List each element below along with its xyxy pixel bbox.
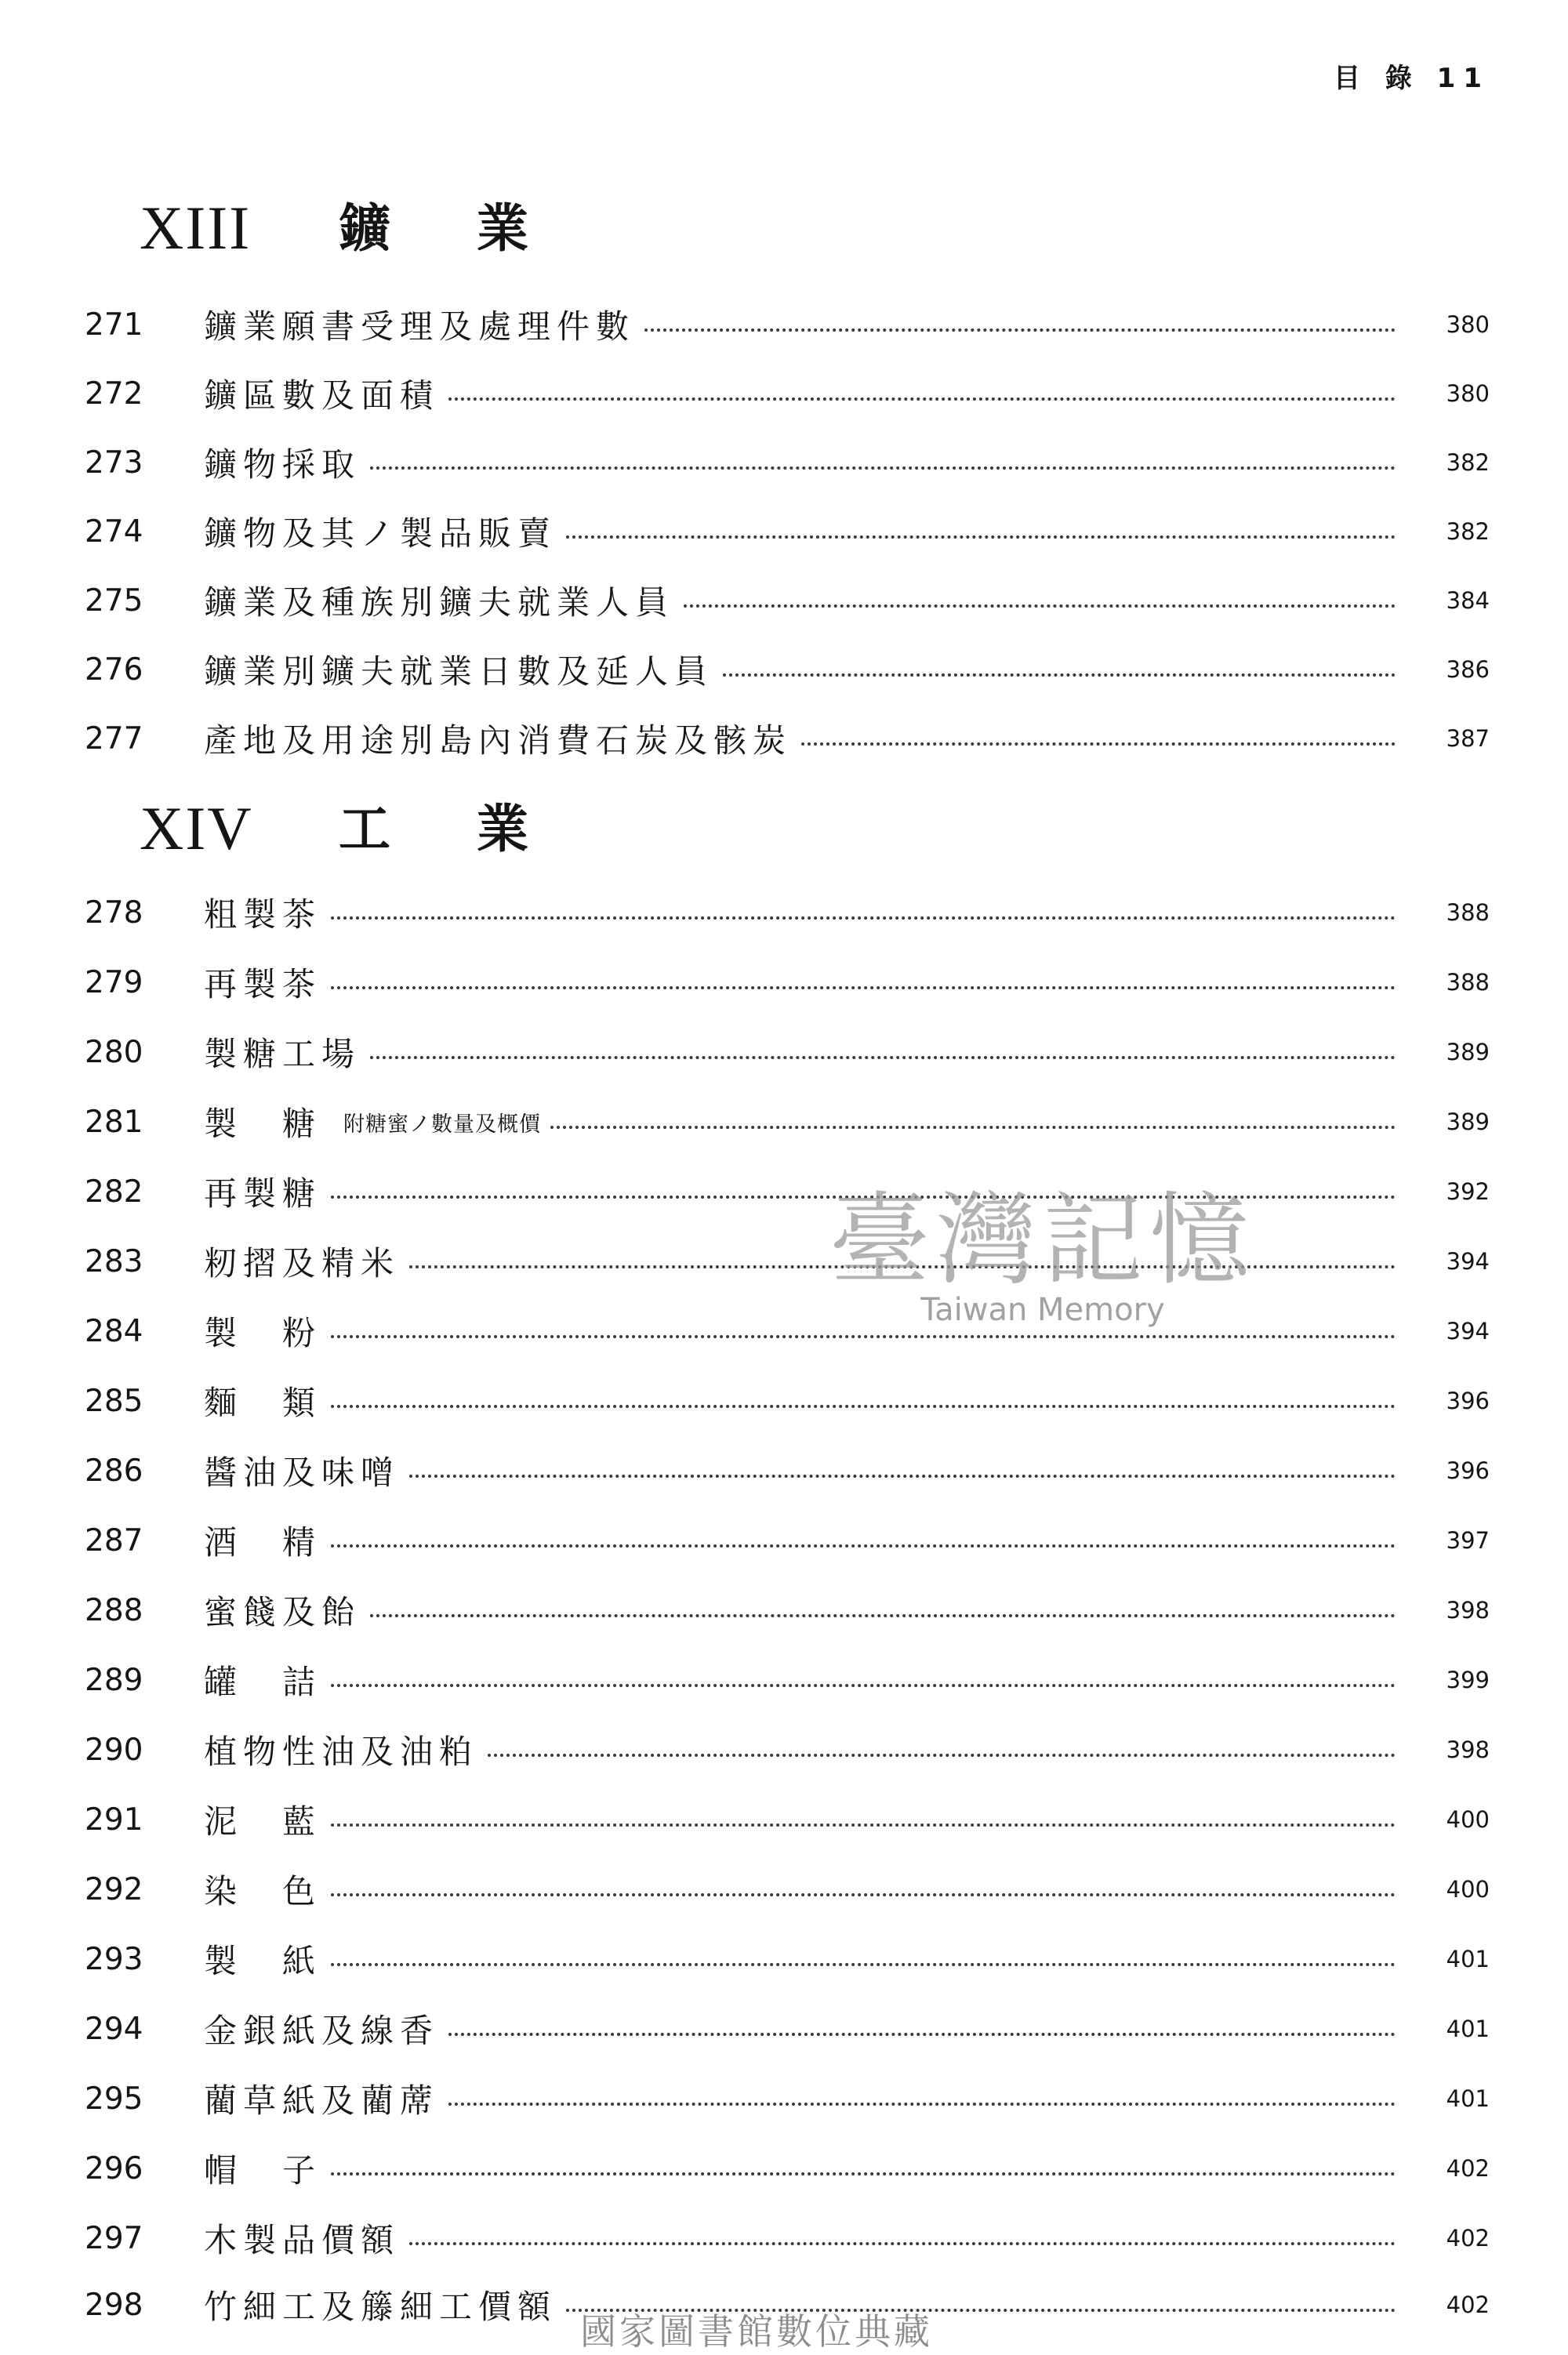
entry-number: 291	[85, 1802, 143, 1838]
dot-leader	[566, 535, 1396, 539]
toc-entry[interactable]	[0, 1506, 1568, 1575]
toc-entry[interactable]	[0, 497, 1568, 566]
entry-title: 製糖工場	[204, 1035, 361, 1073]
section-heading-mining	[0, 185, 1568, 271]
running-header: 目 錄 11	[1334, 63, 1490, 94]
entry-title: 再製糖	[204, 1174, 322, 1213]
dot-leader	[488, 1754, 1396, 1757]
dot-leader	[370, 466, 1396, 470]
entry-title: 產地及用途別島內消費石炭及骸炭	[204, 721, 793, 760]
toc-entry[interactable]	[0, 566, 1568, 635]
entry-page-number: 401	[1446, 1946, 1490, 1972]
watermark-english-text: Taiwan Memory	[920, 1292, 1165, 1328]
entry-number: 283	[85, 1243, 143, 1279]
entry-page-number: 396	[1446, 1457, 1490, 1484]
entry-page-number: 400	[1446, 1876, 1490, 1903]
entry-number: 297	[85, 2220, 143, 2256]
toc-entry[interactable]	[0, 1297, 1568, 1366]
entry-number: 274	[85, 513, 143, 550]
section-roman-numeral: XIII	[140, 194, 252, 262]
entry-title: 木製品價額	[204, 2221, 401, 2259]
entry-page-number: 402	[1446, 2155, 1490, 2182]
entry-page-number: 398	[1446, 1597, 1490, 1624]
toc-entry[interactable]	[0, 1994, 1568, 2063]
dot-leader	[331, 1544, 1396, 1548]
entry-number: 287	[85, 1522, 143, 1559]
toc-entry[interactable]	[0, 2204, 1568, 2273]
entry-number: 298	[85, 2287, 143, 2323]
entry-title: 籾摺及精米	[204, 1244, 401, 1283]
entry-page-number: 389	[1446, 1039, 1490, 1065]
entry-number: 284	[85, 1313, 143, 1349]
entry-title: 藺草紙及藺蓆	[204, 2081, 440, 2120]
dot-leader	[331, 986, 1396, 989]
entry-number: 275	[85, 582, 143, 619]
toc-entry[interactable]	[0, 878, 1568, 947]
dot-leader	[331, 916, 1396, 920]
entry-page-number: 387	[1446, 725, 1490, 752]
dot-leader	[448, 2103, 1396, 2106]
entry-page-number: 402	[1446, 2225, 1490, 2252]
entry-number: 271	[85, 307, 143, 343]
entry-page-number: 400	[1446, 1806, 1490, 1833]
entry-title: 蜜餞及飴	[204, 1593, 361, 1631]
entry-number: 272	[85, 376, 143, 412]
entry-page-number: 392	[1446, 1178, 1490, 1205]
entry-number: 285	[85, 1383, 143, 1419]
entry-title: 竹細工及籐細工價額	[204, 2288, 557, 2326]
entry-number: 295	[85, 2081, 143, 2117]
toc-entry[interactable]	[0, 635, 1568, 704]
entry-title: 酒 精	[204, 1523, 322, 1562]
entry-title: 鑛業願書受理及處理件數	[204, 307, 636, 346]
entry-number: 294	[85, 2011, 143, 2047]
entry-page-number: 384	[1446, 587, 1490, 614]
entry-title: 鑛物及其ノ製品販賣	[204, 514, 557, 553]
entry-page-number: 389	[1446, 1109, 1490, 1135]
entry-number: 292	[85, 1871, 143, 1907]
entry-number: 277	[85, 720, 143, 757]
toc-entry[interactable]	[0, 428, 1568, 497]
entry-page-number: 380	[1446, 311, 1490, 338]
entry-title: 製 糖	[204, 1105, 322, 1143]
dot-leader	[723, 673, 1396, 677]
dot-leader	[370, 1056, 1396, 1059]
entry-title: 罐 詰	[204, 1663, 322, 1701]
dot-leader	[331, 1405, 1396, 1408]
dot-leader	[331, 1196, 1396, 1199]
section-roman-numeral: XIV	[140, 794, 253, 862]
entry-title: 帽 子	[204, 2151, 322, 2190]
entry-title: 鑛物採取	[204, 445, 361, 484]
entry-title: 粗製茶	[204, 895, 322, 934]
entry-number: 281	[85, 1104, 143, 1140]
entry-title: 再製茶	[204, 965, 322, 1003]
entry-page-number: 401	[1446, 2016, 1490, 2042]
toc-entry[interactable]	[0, 1925, 1568, 1994]
entry-page-number: 394	[1446, 1248, 1490, 1275]
section-title: 工業	[339, 798, 615, 859]
entry-page-number: 394	[1446, 1318, 1490, 1344]
entry-page-number: 386	[1446, 656, 1490, 683]
entry-title: 製 粉	[204, 1314, 322, 1352]
entry-title: 麵 類	[204, 1384, 322, 1422]
dot-leader	[801, 742, 1396, 746]
dot-leader	[331, 1335, 1396, 1338]
library-archive-stamp: 國家圖書館數位典藏	[580, 2310, 933, 2353]
entry-page-number: 382	[1446, 518, 1490, 545]
toc-entry[interactable]	[0, 704, 1568, 773]
toc-entry[interactable]	[0, 1366, 1568, 1435]
entry-number: 293	[85, 1941, 143, 1977]
toc-entry[interactable]	[0, 290, 1568, 359]
toc-entry[interactable]	[0, 1646, 1568, 1715]
entry-page-number: 401	[1446, 2085, 1490, 2112]
dot-leader	[448, 2033, 1396, 2036]
entry-page-number: 388	[1446, 899, 1490, 926]
toc-entry[interactable]	[0, 359, 1568, 428]
toc-entry[interactable]	[0, 2064, 1568, 2133]
dot-leader	[331, 1893, 1396, 1896]
toc-entry[interactable]	[0, 1436, 1568, 1505]
entry-number: 289	[85, 1662, 143, 1698]
dot-leader	[409, 1475, 1396, 1478]
toc-entry[interactable]	[0, 2134, 1568, 2203]
toc-entry[interactable]	[0, 1785, 1568, 1854]
toc-entry[interactable]	[0, 1715, 1568, 1784]
toc-entry[interactable]	[0, 1855, 1568, 1924]
toc-entry[interactable]	[0, 948, 1568, 1017]
entry-title: 泥 藍	[204, 1802, 322, 1841]
entry-page-number: 382	[1446, 449, 1490, 476]
dot-leader	[409, 2242, 1396, 2245]
dot-leader	[331, 1963, 1396, 1966]
toc-entry[interactable]	[0, 1018, 1568, 1087]
dot-leader	[370, 1614, 1396, 1617]
entry-number: 296	[85, 2150, 143, 2186]
entry-number: 282	[85, 1174, 143, 1210]
entry-page-number: 402	[1446, 2291, 1490, 2318]
entry-note: 附糖蜜ノ數量及概價	[343, 1112, 542, 1137]
toc-entry[interactable]	[0, 1227, 1568, 1296]
dot-leader	[550, 1126, 1396, 1129]
entry-number: 279	[85, 964, 143, 1000]
entry-page-number: 380	[1446, 380, 1490, 407]
toc-entry[interactable]	[0, 1157, 1568, 1226]
dot-leader	[331, 2172, 1396, 2175]
dot-leader	[644, 328, 1396, 332]
dot-leader	[684, 604, 1396, 608]
entry-title: 染 色	[204, 1872, 322, 1910]
toc-entry[interactable]	[0, 1576, 1568, 1645]
entry-title: 鑛業別鑛夫就業日數及延人員	[204, 652, 714, 691]
dot-leader	[409, 1265, 1396, 1268]
dot-leader	[448, 397, 1396, 401]
entry-number: 290	[85, 1732, 143, 1768]
section-heading-industry	[0, 786, 1568, 872]
toc-entry[interactable]	[0, 1087, 1568, 1156]
entry-page-number: 397	[1446, 1527, 1490, 1554]
entry-title: 製 紙	[204, 1942, 322, 1980]
entry-page-number: 388	[1446, 969, 1490, 996]
entry-page-number: 399	[1446, 1667, 1490, 1693]
entry-number: 286	[85, 1453, 143, 1489]
entry-page-number: 396	[1446, 1388, 1490, 1414]
entry-number: 280	[85, 1034, 143, 1070]
entry-number: 276	[85, 651, 143, 688]
entry-title: 醬油及味噌	[204, 1453, 401, 1492]
entry-title: 鑛區數及面積	[204, 376, 440, 415]
entry-number: 288	[85, 1592, 143, 1628]
entry-title: 金銀紙及線香	[204, 2012, 440, 2050]
entry-number: 273	[85, 445, 143, 481]
dot-leader	[331, 1684, 1396, 1687]
entry-page-number: 398	[1446, 1736, 1490, 1763]
entry-number: 278	[85, 894, 143, 931]
entry-title: 鑛業及種族別鑛夫就業人員	[204, 583, 675, 622]
watermark-chinese-text: 臺灣記憶	[829, 1182, 1256, 1299]
section-title: 鑛業	[339, 198, 615, 259]
entry-title: 植物性油及油粕	[204, 1733, 479, 1771]
dot-leader	[331, 1823, 1396, 1827]
